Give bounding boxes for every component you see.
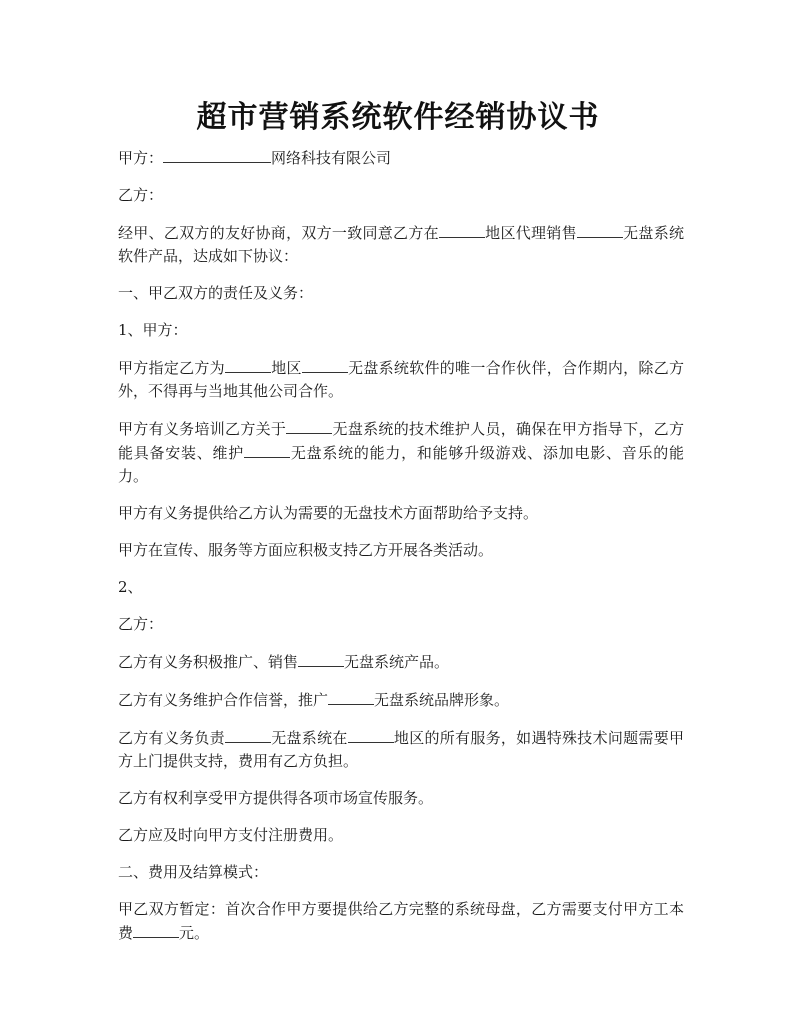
clause-b4: 乙方有权利享受甲方提供得各项市场宣传服务。 <box>118 789 434 807</box>
clause-b3-text-2: 无盘系统在 <box>270 729 348 747</box>
document-body <box>118 146 684 959</box>
clause-b2 <box>118 688 684 712</box>
clause-b2-text-2: 无盘系统品牌形象。 <box>374 691 510 709</box>
clause-b2-text-1: 乙方有义务维护合作信誉，推广 <box>118 691 329 709</box>
clause-a2-text-2: 无盘系统的技术维护人员，确保在甲方指导下，乙方能具备安装、维护 <box>118 420 684 462</box>
blank-field <box>302 356 348 373</box>
clause-c1-text-2: 元。 <box>179 924 210 942</box>
item-heading-1: 1、甲方： <box>118 321 188 339</box>
blank-field <box>577 221 623 238</box>
clause-a3: 甲方有义务提供给乙方认为需要的无盘技术方面帮助给予支持。 <box>118 504 539 522</box>
section-heading-2: 二、费用及结算模式： <box>118 863 269 881</box>
blank-field <box>163 146 271 163</box>
clause-a1-text-2: 地区 <box>270 359 302 377</box>
clause-a2 <box>118 417 684 488</box>
blank-field <box>225 356 271 373</box>
clause-b3 <box>118 726 684 773</box>
blank-field <box>298 650 344 667</box>
clause-b5: 乙方应及时向甲方支付注册费用。 <box>118 826 344 844</box>
clause-a1-text-3: 无盘系统软件的唯一合作伙伴，合作期内，除乙方外，不得再与当地其他公司合作。 <box>118 359 684 400</box>
blank-field <box>244 441 290 458</box>
clause-a1-text-1: 甲方指定乙方为 <box>118 359 225 377</box>
clause-b3-text-3: 地区的所有服务，如遇特殊技术问题需要甲方上门提供支持，费用有乙方负担。 <box>118 729 684 770</box>
intro-text-1: 经甲、乙双方的友好协商，双方一致同意乙方在 <box>118 224 439 242</box>
clause-a2-text-3: 无盘系统的能力，和能够升级游戏、添加电影、音乐的能力。 <box>118 444 684 485</box>
clause-a2-text-1: 甲方有义务培训乙方关于 <box>118 420 287 438</box>
clause-c1-text-1: 甲乙双方暂定：首次合作甲方要提供给乙方完整的系统母盘，乙方需要支付甲方工本费 <box>118 900 684 942</box>
blank-field <box>225 726 271 743</box>
blank-field <box>439 221 485 238</box>
clause-a1 <box>118 356 684 403</box>
clause-b1-text-2: 无盘系统产品。 <box>344 653 450 671</box>
party-a-name: 网络科技有限公司 <box>271 149 392 167</box>
intro-paragraph <box>118 221 684 268</box>
clause-b1-text-1: 乙方有义务积极推广、销售 <box>118 653 299 671</box>
item-heading-2b: 乙方： <box>118 615 164 633</box>
blank-field <box>286 417 332 434</box>
party-b-label: 乙方： <box>118 186 164 204</box>
clause-b3-text-1: 乙方有义务负责 <box>118 729 225 747</box>
intro-text-2: 地区代理销售 <box>484 224 577 242</box>
section-heading-1: 一、甲乙双方的责任及义务： <box>118 284 314 302</box>
party-b-line <box>118 184 684 207</box>
blank-field <box>133 921 179 938</box>
item-heading-2: 2、 <box>118 578 143 596</box>
party-a-label: 甲方： <box>118 149 164 167</box>
intro-text-3: 无盘系统软件产品，达成如下协议： <box>118 224 684 265</box>
party-a-line <box>118 146 684 170</box>
clause-a4: 甲方在宣传、服务等方面应积极支持乙方开展各类活动。 <box>118 541 494 559</box>
clause-c1 <box>118 898 684 945</box>
clause-b1 <box>118 650 684 674</box>
blank-field <box>348 726 394 743</box>
blank-field <box>328 688 374 705</box>
document-title: 超市营销系统软件经销协议书 <box>196 100 600 135</box>
